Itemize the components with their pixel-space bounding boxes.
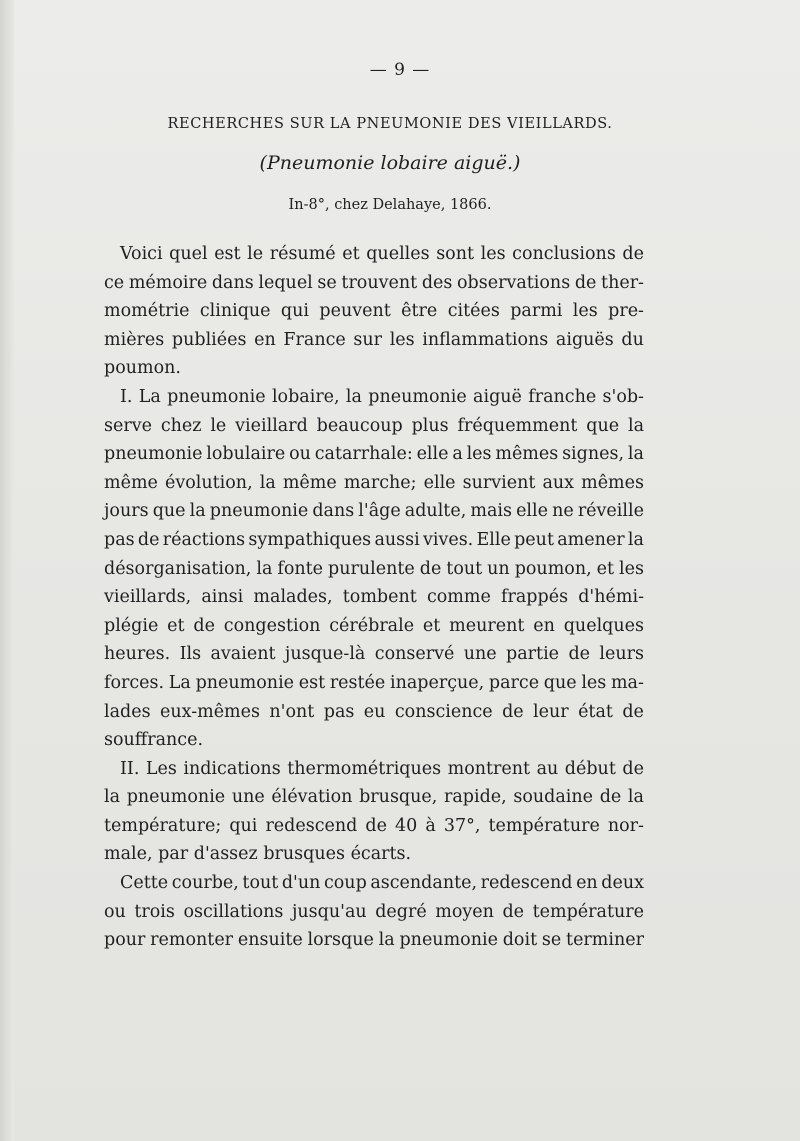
section-subtitle: (Pneumonie lobaire aiguë.) bbox=[259, 152, 521, 174]
text-line: Cette courbe, tout d'un coup ascendante, redescend en deux bbox=[120, 873, 644, 894]
page-number: — 9 — bbox=[369, 60, 431, 80]
text-line: mométrie clinique qui peuvent être citées parmi les pre- bbox=[104, 301, 644, 322]
text-line: jours que la pneumonie dans l'âge adulte, mais elle ne réveille bbox=[104, 501, 644, 522]
text-line: heures. Ils avaient jusque-là conservé une partie de leurs bbox=[104, 644, 644, 665]
text-line: Voici quel est le résumé et quelles sont les conclusions de bbox=[120, 244, 644, 264]
text-line: la pneumonie une élévation brusque, rapide, soudaine de la bbox=[104, 787, 644, 808]
section-title: RECHERCHES SUR LA PNEUMONIE DES VIEILLARDS. bbox=[167, 116, 613, 132]
text-line: même évolution, la même marche; elle survient aux mêmes bbox=[104, 472, 644, 493]
text-line: vieillards, ainsi malades, tombent comme frappés d'hémi- bbox=[104, 587, 644, 608]
text-line: I. La pneumonie lobaire, la pneumonie aiguë franche s'ob- bbox=[120, 386, 644, 407]
text-line: ce mémoire dans lequel se trouvent des observations de ther- bbox=[104, 272, 644, 293]
publication-info: In-8°, chez Delahaye, 1866. bbox=[288, 197, 492, 213]
body-text bbox=[104, 240, 644, 955]
text-line: male, par d'assez brusques écarts. bbox=[104, 844, 412, 865]
text-line: poumon. bbox=[104, 358, 181, 379]
text-line: pour remonter ensuite lorsque la pneumonie doit se terminer bbox=[104, 930, 644, 951]
text-line: lades eux-mêmes n'ont pas eu conscience de leur état de bbox=[104, 701, 644, 722]
text-line: désorganisation, la fonte purulente de tout un poumon, et les bbox=[104, 558, 644, 579]
page-fold-shadow bbox=[0, 0, 14, 1141]
text-line: II. Les indications thermométriques montrent au début de bbox=[120, 758, 644, 779]
text-line: ou trois oscillations jusqu'au degré moyen de température bbox=[104, 901, 644, 922]
text-line: mières publiées en France sur les inflammations aiguës du bbox=[104, 329, 644, 350]
text-line: pneumonie lobulaire ou catarrhale: elle a les mêmes signes, la bbox=[104, 444, 644, 465]
text-line: plégie et de congestion cérébrale et meurent en quelques bbox=[104, 615, 644, 636]
text-line: forces. La pneumonie est restée inaperçue, parce que les ma- bbox=[104, 672, 644, 693]
text-line: serve chez le vieillard beaucoup plus fréquemment que la bbox=[104, 415, 644, 436]
text-line: pas de réactions sympathiques aussi vives. Elle peut amener la bbox=[104, 529, 644, 550]
text-line: température; qui redescend de 40 à 37°, température nor- bbox=[104, 815, 644, 836]
text-line: souffrance. bbox=[104, 730, 204, 751]
